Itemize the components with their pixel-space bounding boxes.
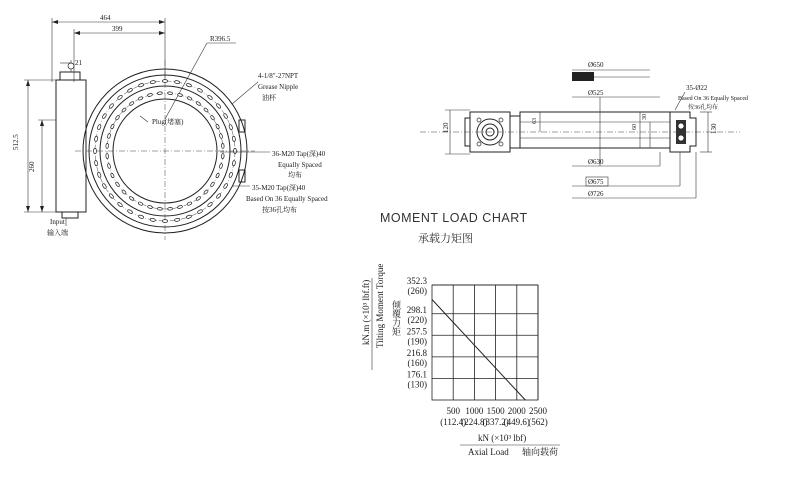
dim-60: 60 xyxy=(632,124,638,130)
outer-bolt-hole xyxy=(232,160,236,166)
note-holes-spaced: Based On 36 Equally Spaced xyxy=(678,96,748,102)
chart-ytick-label-lbf: (130) xyxy=(407,379,427,390)
inner-bolt-hole xyxy=(168,207,173,210)
chart-ylabel-units: kN.m (×10³ lbf.ft) xyxy=(361,279,371,345)
inner-bolt-hole xyxy=(110,124,114,129)
inner-bolt-hole xyxy=(106,154,109,159)
outer-bolt-hole xyxy=(117,202,123,207)
outer-bolt-hole xyxy=(234,148,237,153)
inner-bolt-hole xyxy=(203,107,208,112)
note-evenly-cn: 均布 xyxy=(288,171,302,179)
chart-xtick-label-lbf: (112.4) xyxy=(440,417,467,427)
chart-x-ticks xyxy=(440,406,548,427)
chart-xtick-label: 500 xyxy=(446,406,460,416)
chart-xtick-label-lbf: (224.8) xyxy=(461,417,488,427)
moment-load-chart xyxy=(361,264,560,457)
chart-xlabel-cn: 轴向载荷 xyxy=(522,447,559,457)
front-view-drawing xyxy=(12,14,328,240)
inner-bolt-hole xyxy=(187,201,192,205)
inner-bolt-hole xyxy=(219,133,223,138)
inner-bolt-hole xyxy=(157,207,162,210)
inner-bolt-hole xyxy=(210,182,215,187)
chart-xlabel-units: kN (×10³ lbf) xyxy=(478,433,527,443)
outer-bolt-hole xyxy=(186,215,192,219)
chart-xtick-label-lbf: (449.6) xyxy=(503,417,530,427)
inner-bolt-hole xyxy=(168,92,173,95)
chart-ytick-label: 176.1 xyxy=(406,369,427,380)
chart-series xyxy=(432,300,525,401)
outer-bolt-hole xyxy=(162,80,167,83)
dim-21: 21 xyxy=(75,59,82,67)
outer-bolt-hole xyxy=(94,160,98,166)
note-36-holes-cn: 按36孔均布 xyxy=(262,206,297,214)
outer-bolt-hole xyxy=(94,136,98,142)
chart-ytick-label: 352.3 xyxy=(406,276,427,286)
outer-bolt-hole xyxy=(207,202,213,207)
inner-bolt-hole xyxy=(221,143,224,148)
dim-d525: Ø525 xyxy=(588,89,604,97)
inner-bolt-hole xyxy=(115,115,120,120)
outer-bolt-hole xyxy=(102,113,107,119)
inner-bolt-hole xyxy=(219,163,223,168)
outer-bolt-hole xyxy=(216,103,221,109)
outer-bolt-hole xyxy=(138,83,144,87)
outer-bolt-hole xyxy=(207,95,213,100)
inner-bolt-hole xyxy=(177,93,182,97)
inner-bolt-hole xyxy=(121,189,126,194)
inner-bolt-hole xyxy=(215,173,219,178)
inner-bolt-hole xyxy=(177,205,182,209)
chart-series-line xyxy=(432,300,525,401)
dim-35-d22: 35-Ø22 xyxy=(686,84,708,92)
inner-bolt-hole xyxy=(129,101,134,106)
inner-bolt-hole xyxy=(210,115,215,120)
inner-bolt-hole xyxy=(107,163,111,168)
dim-464: 464 xyxy=(100,14,111,22)
outer-bolt-hole xyxy=(127,209,133,214)
dim-512: 512.5 xyxy=(12,134,20,150)
outer-bolt-hole xyxy=(138,215,144,219)
outer-bolt-hole xyxy=(197,88,203,93)
inner-bolt-hole xyxy=(106,143,109,148)
inner-bolt-hole xyxy=(196,196,201,201)
dim-d650: Ø650 xyxy=(588,61,604,69)
chart-xtick-label: 1000 xyxy=(465,406,484,416)
outer-bolt-hole xyxy=(109,103,114,109)
outer-bolt-hole xyxy=(162,220,167,223)
outer-bolt-hole xyxy=(186,83,192,87)
chart-xtick-label-lbf: (562) xyxy=(528,417,548,427)
inner-bolt-hole xyxy=(196,101,201,106)
inner-bolt-hole xyxy=(203,189,208,194)
inner-bolt-hole xyxy=(129,196,134,201)
chart-ytick-label-lbf: (260) xyxy=(407,286,427,296)
outer-bolt-hole xyxy=(127,88,133,93)
dim-120: 120 xyxy=(442,122,450,133)
note-oil-cup: 油杯 xyxy=(262,94,276,102)
outer-bolt-hole xyxy=(174,218,180,222)
outer-bolt-hole xyxy=(197,209,203,214)
dim-d630: Ø630 xyxy=(588,158,604,166)
dim-d675: Ø675 xyxy=(588,178,604,186)
chart-ytick-label: 216.8 xyxy=(406,347,427,358)
chart-ytick-label: 257.5 xyxy=(406,326,427,337)
chart-ytick-label-lbf: (190) xyxy=(407,336,427,347)
note-grease-nipple: Grease Nipple xyxy=(258,83,299,91)
outer-bolt-hole xyxy=(109,193,114,199)
outer-bolt-hole xyxy=(216,193,221,199)
chart-xlabel-en: Axial Load xyxy=(468,447,509,457)
note-based-on-36: Based On 36 Equally Spaced xyxy=(246,195,328,203)
note-m20-tap: 36-M20 Tap(深)40 xyxy=(272,150,326,158)
note-npt: 4-1/8"-27NPT xyxy=(258,72,299,80)
dim-d726: Ø726 xyxy=(588,190,604,198)
label-input-cn: 输入端 xyxy=(47,229,68,237)
inner-bolt-hole xyxy=(187,96,192,100)
note-plug: Plug(堵塞) xyxy=(152,118,184,126)
chart-frame xyxy=(432,285,538,400)
chart-ylabel-cn: 倾覆力矩 xyxy=(391,300,401,336)
inner-bolt-hole xyxy=(110,173,114,178)
dim-30: 30 xyxy=(642,114,648,120)
outer-bolt-hole xyxy=(229,172,233,178)
chart-xtick-label: 2000 xyxy=(507,406,526,416)
outer-bolt-hole xyxy=(150,218,156,222)
outer-bolt-hole xyxy=(232,136,236,142)
outer-bolt-hole xyxy=(223,183,228,189)
outer-bolt-hole xyxy=(150,80,156,84)
inner-bolt-hole xyxy=(147,93,152,97)
outer-bolt-hole xyxy=(102,183,107,189)
inner-bolt-hole xyxy=(121,107,126,112)
dim-130: 130 xyxy=(710,123,718,134)
inner-bolt-hole xyxy=(138,201,143,205)
outer-bolt-hole xyxy=(97,172,101,178)
side-view-drawing xyxy=(420,61,748,198)
label-input: Input xyxy=(50,218,65,226)
chart-xtick-label-lbf: (337.2) xyxy=(482,417,509,427)
outer-bolt-hole xyxy=(174,80,180,84)
chart-xtick-label: 1500 xyxy=(486,406,505,416)
chart-y-ticks xyxy=(407,276,428,389)
chart-ytick-label-lbf: (220) xyxy=(407,314,427,325)
chart-subtitle: 承载力矩图 xyxy=(418,232,473,245)
outer-bolt-hole xyxy=(229,124,233,130)
dim-63: 63 xyxy=(532,118,538,124)
inner-bolt-hole xyxy=(138,96,143,100)
inner-bolt-hole xyxy=(157,92,162,95)
chart-title: MOMENT LOAD CHART xyxy=(380,211,528,225)
inner-bolt-hole xyxy=(221,154,224,159)
chart-xtick-label: 2500 xyxy=(529,406,547,416)
inner-bolt-hole xyxy=(115,182,120,187)
dim-260: 260 xyxy=(28,161,36,172)
inner-bolt-hole xyxy=(215,124,219,129)
note-equally-spaced: Equally Spaced xyxy=(278,161,322,169)
note-holes-cn: 按36孔均布 xyxy=(688,105,719,111)
outer-bolt-hole xyxy=(117,95,123,100)
chart-ylabel-en: Tilting Moment Torque xyxy=(375,263,385,348)
inner-bolt-hole xyxy=(147,205,152,209)
dim-399: 399 xyxy=(112,25,123,33)
outer-bolt-hole xyxy=(94,148,97,153)
chart-ytick-label: 298.1 xyxy=(406,304,427,315)
chart-ytick-label-lbf: (160) xyxy=(407,357,427,368)
inner-bolt-hole xyxy=(107,133,111,138)
outer-bolt-hole xyxy=(223,113,228,119)
chart-grid xyxy=(432,285,538,400)
dim-radius: R396.5 xyxy=(210,35,231,43)
outer-bolt-hole xyxy=(97,124,101,130)
note-m20-tap-b: 35-M20 Tap(深)40 xyxy=(252,184,306,192)
